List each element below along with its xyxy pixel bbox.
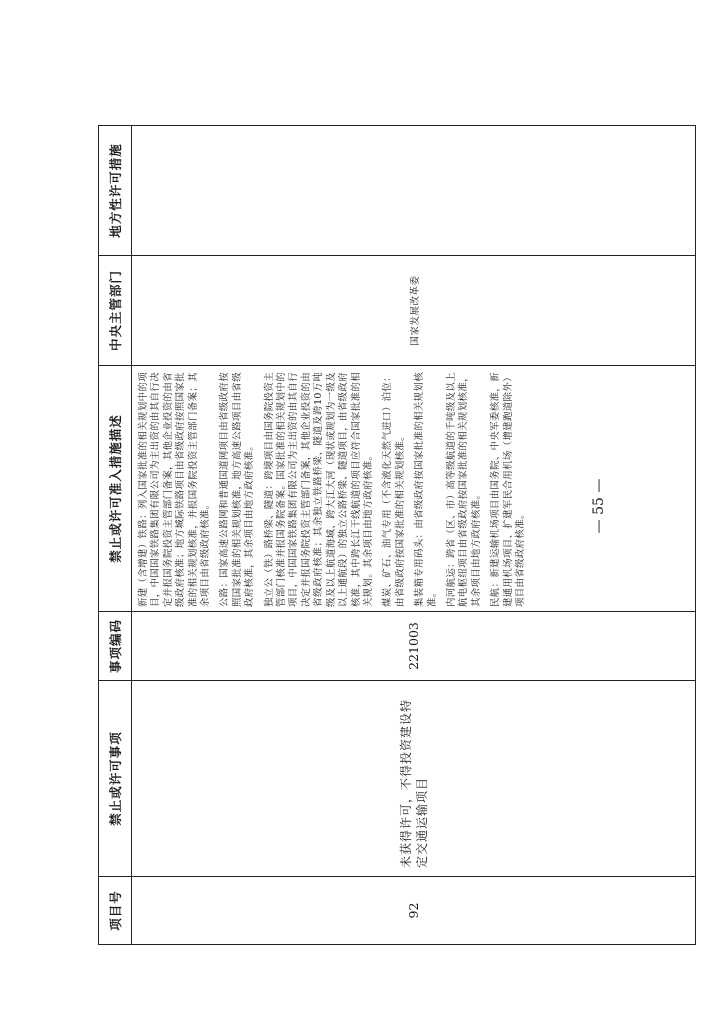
table-row bbox=[132, 126, 696, 945]
desc-civil-aviation: 民航：新建运输机场项目由国务院、中央军委核准，新建通用机场项目、扩建军民合用机场（增建跑道除外）项目由省级政府核准。 bbox=[490, 372, 526, 607]
desc-railway: 新建（含增建）铁路：列入国家批准的相关规划中的项目，中国国家铁路集团有限公司为主出资的由其自行决定并报国务院投资主管部门备案，其他企业投资的由省级政府核准；地方城际铁路项目由省级政府按照国家批准的相关规划核准，并报国务院投资主管部门备案；其余项目由省级政府核准。 bbox=[138, 372, 212, 607]
row-item-cell bbox=[132, 681, 696, 877]
header-local: 地方性许可措施 bbox=[99, 126, 132, 256]
desc-berth: 煤炭、矿石、油气专用（不含液化天然气进口）泊位：由省级政府按国家批准的相关规划核准。 bbox=[382, 372, 406, 607]
row-item-text: 未获得许可，不得投资建设特定交通运输项目 bbox=[398, 698, 429, 868]
page-number: — 55 — bbox=[591, 478, 607, 534]
header-row bbox=[99, 126, 132, 945]
header-no: 项目号 bbox=[99, 877, 132, 945]
permit-table bbox=[98, 125, 696, 945]
desc-container-terminal: 集装箱专用码头：由省级政府按国家批准的相关规划核准。 bbox=[414, 372, 438, 607]
row-code: 221003 bbox=[132, 612, 696, 681]
header-dept: 中央主管部门 bbox=[99, 256, 132, 366]
row-number: 92 bbox=[132, 877, 696, 945]
desc-highway: 公路：国家高速公路网和普通国道网项目由省级政府按照国家批准的相关规划核准，地方高速公路项目由省级政府核准，其余项目由地方政府核准。 bbox=[219, 372, 256, 607]
desc-inland-waterway: 内河航运：跨省（区、市）高等级航道的千吨级及以上航电枢纽项目由省级政府按国家批准的相关规划核准，其余项目由地方政府核准。 bbox=[445, 372, 482, 607]
rotated-table-sheet bbox=[98, 126, 696, 945]
header-desc: 禁止或许可准入措施描述 bbox=[99, 366, 132, 612]
desc-bridge-tunnel: 独立公（铁）路桥梁、隧道：跨境项目由国务院投资主管部门核准并报国务院备案。国家批准的相关规划中的项目，中国国家铁路集团有限公司为主出资的由其自行决定并报国务院投资主管部门备案，其他企业投资的由省级政府核准；其余独立铁路桥梁、隧道及跨10万吨级及以上航道海域、跨大江大河（现状或规划为一级及以上通航段）的独立公路桥梁、隧道项目，由省级政府核准，其中跨长江干线航道的项目应符合国家批准的相关规划。其余项目由地方政府核准。 bbox=[263, 372, 374, 607]
header-code: 事项编码 bbox=[99, 612, 132, 681]
row-department: 国家发展改革委 bbox=[132, 256, 696, 366]
row-description-cell bbox=[132, 366, 696, 612]
header-item: 禁止或许可事项 bbox=[99, 681, 132, 877]
row-local-measure bbox=[132, 126, 696, 256]
